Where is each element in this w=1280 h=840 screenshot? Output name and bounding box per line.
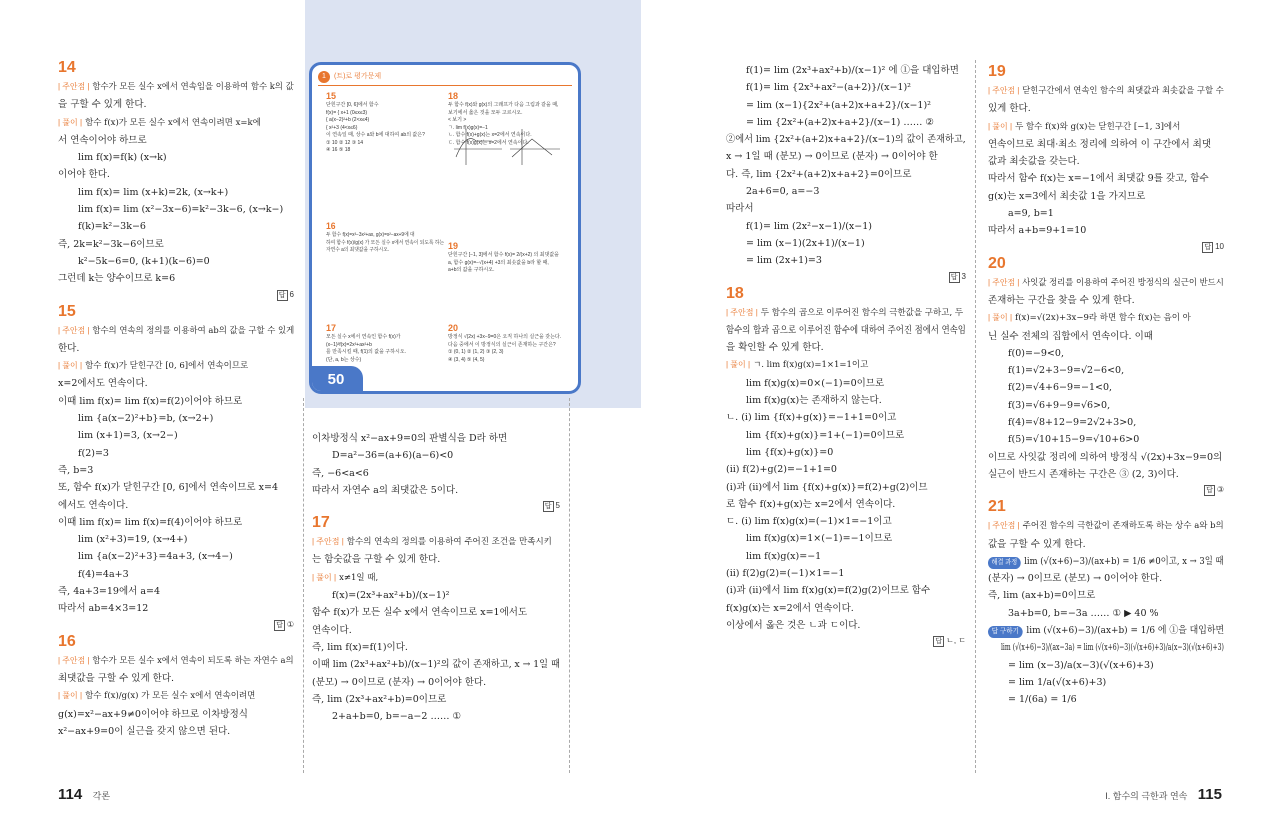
text-line: 값과 최솟값을 갖는다. — [988, 156, 1080, 168]
text-line: 한다. — [58, 342, 80, 354]
inset-problem-line: 를 만족시킬 때, f(1)의 값을 구하시오. — [326, 349, 407, 355]
line-text: x≠1일 때, — [339, 572, 379, 583]
text-line: 존재하는 구간을 찾을 수 있게 한다. — [988, 294, 1135, 306]
problem-number: 17 — [312, 514, 330, 532]
text-line: x=2에서도 연속이다. — [58, 378, 148, 390]
section-tag: | 주안점 | — [58, 82, 90, 91]
tagged-line — [58, 78, 294, 96]
textbook-inset — [309, 62, 581, 394]
text-line: 그런데 k는 양수이므로 k=6 — [58, 273, 176, 285]
text-line: 이어야 한다. — [58, 169, 110, 181]
section-tag: | 풀이 | — [726, 360, 751, 370]
text-line: ②에서 lim {2x²+(a+2)x+a+2}/(x−1)의 값이 존재하고, — [726, 134, 966, 146]
inset-problem-line: 닫힌구간 [0, 6]에서 함수 — [326, 102, 379, 108]
text-line: x → 1일 때 (분모) → 0이므로 (분자) → 0이어야 한 — [726, 151, 938, 163]
line-text: 주어진 함수의 극한값이 존재하도록 하는 상수 a와 b의 — [1022, 521, 1224, 532]
math-line: lim f(x)g(x)=1×(−1)=−1이므로 — [746, 533, 893, 545]
math-line: f(3)=√6+9−9=√6>0, — [1008, 399, 1111, 411]
inset-problem — [326, 91, 425, 155]
text-line: 있게 한다. — [988, 103, 1031, 115]
inset-problem-line: ① (0, 1) ② (1, 2) ③ (2, 3) — [448, 349, 504, 355]
inset-problem-line: f(x)= { x+1 (0≤x≤3) — [326, 109, 368, 116]
section-tag: | 주안점 | — [312, 537, 344, 547]
text-line: (i)과 (ii)에서 lim f(x)g(x)=f(2)g(2)이므로 함수 — [726, 585, 931, 597]
text-line: 서 연속이어야 하므로 — [58, 134, 147, 146]
inset-title: (트)로 평가문제 — [334, 73, 382, 80]
inset-problem-line: 닫힌구간 [−1, 3]에서 함수 f(x)= 2/(x+2) 의 최댓값을 — [448, 252, 560, 258]
math-line: f(1)=√2+3−9=√2−6<0, — [1008, 365, 1125, 377]
text-line: 이때 lim f(x)= lim f(x)=f(2)이어야 하므로 — [58, 395, 243, 407]
math-line: k²−5k−6=0, (k+1)(k−6)=0 — [78, 255, 210, 267]
tagged-line — [58, 687, 294, 705]
math-line: f(2)=√4+6−9=−1<0, — [1008, 382, 1113, 394]
tagged-line — [988, 274, 1224, 292]
section-tag: | 풀이 | — [312, 572, 337, 582]
inset-problem-line: { a(x−2)²+b (2<x≤4) — [326, 117, 370, 123]
text-line: 따라서 함수 f(x)는 x=−1에서 최댓값 9를 갖고, 함수 — [988, 173, 1209, 185]
line-text: 함수의 연속의 정의를 이용하여 ab의 값을 구할 수 있게 — [92, 325, 295, 336]
text-line: 이상에서 옳은 것은 ㄴ과 ㄷ이다. — [726, 619, 861, 631]
left-column-2 — [312, 430, 560, 725]
line-text: 함수가 모든 실수 x에서 연속이 되도록 하는 자연수 a의 — [92, 655, 294, 666]
math-line: a=9, b=1 — [1008, 208, 1054, 220]
text-line: 값을 구할 수 있게 한다. — [988, 538, 1086, 550]
line-text: 함수의 연속의 정의를 이용하여 주어진 조건을 만족시키 — [346, 537, 552, 548]
section-tag: | 주안점 | — [988, 86, 1020, 95]
line-text: 사잇값 정리를 이용하여 주어진 방정식의 실근이 반드시 — [1022, 277, 1224, 288]
inset-problem-line: < 보기 > — [448, 117, 467, 123]
math-line: f(5)=√10+15−9=√10+6>0 — [1008, 434, 1140, 446]
footer-label-left: 각론 — [92, 791, 111, 801]
inset-problem-line: 이 연속일 때, 상수 a와 b에 대하여 ab의 값은? — [326, 132, 425, 138]
section-tag: | 풀이 | — [988, 313, 1013, 323]
inset-problem-line: 방정식 √(2x) +3x−9=0은 오직 하나의 실근을 갖는다. — [448, 334, 562, 340]
section-tag: | 주안점 | — [726, 307, 758, 317]
math-line: lim f(x)g(x)=−1 — [746, 550, 822, 562]
step-badge: 답 구하기 — [988, 626, 1023, 638]
text-line: ㄴ. (i) lim {f(x)+g(x)}=−1+1=0이고 — [726, 412, 897, 424]
math-line: f(0)=−9<0, — [1008, 347, 1064, 359]
inset-problem — [448, 241, 559, 275]
text-line: 즉, lim f(x)=f(1)이다. — [312, 641, 408, 653]
text-line: x²−ax+9=0이 실근을 갖지 않으면 된다. — [58, 725, 231, 737]
math-line: = lim {2x²+(a+2)x+a+2}/(x−1) …… ② — [746, 116, 934, 128]
math-line: lim {a(x−2)²+3}=4a+3, (x→4−) — [78, 551, 233, 563]
problem-number: 16 — [58, 632, 76, 650]
inset-problem-number: 15 — [326, 91, 337, 101]
math-line: f(4)=4a+3 — [78, 568, 129, 580]
answer-mark — [988, 240, 1224, 254]
math-line: lim f(x)= lim (x+k)=2k, (x→k+) — [78, 186, 229, 198]
text-line: 을 구할 수 있게 한다. — [58, 99, 147, 111]
answer-text: 6 — [289, 289, 294, 299]
inset-problem-line: 다음 중에서 이 방정식의 실근이 존재하는 구간은? — [448, 341, 556, 348]
inset-problem — [326, 221, 444, 255]
inset-badge: 1 — [318, 71, 330, 83]
text-line: 닌 실수 전체의 집합에서 연속이다. 이때 — [988, 330, 1153, 342]
line-text: 함수 f(x)가 모든 실수 x에서 연속이려면 x=k에 — [85, 117, 261, 128]
text-line: 즉, 4a+3=19에서 a=4 — [58, 586, 161, 598]
inset-problem-number: 19 — [448, 241, 459, 251]
column-divider — [569, 398, 570, 773]
text-line: 연속이므로 최대·최소 정리에 의하여 이 구간에서 최댓 — [988, 138, 1212, 150]
answer-box-icon: 답 — [1206, 487, 1213, 495]
tagged-line — [988, 118, 1224, 136]
math-line: f(1)= lim (2x³+ax²+b)/(x−1)² 에 ①을 대입하면 — [746, 65, 959, 76]
answer-mark — [312, 499, 560, 513]
text-line: 따라서 a+b=9+1=10 — [988, 225, 1087, 237]
math-line: = 1/(6a) = 1/6 — [1008, 694, 1077, 706]
inset-problem-line: 두 함수 f(x)=x³−3x²+ax, g(x)=x²−ax+9에 대 — [326, 232, 415, 238]
math-line: f(x)=(2x³+ax²+b)/(x−1)² — [332, 590, 450, 602]
math-line: = lim 1/a(√(x+6)+3) — [1008, 676, 1107, 688]
answer-text: ㄴ, ㄷ — [946, 636, 966, 646]
inset-problem-line: 자연수 a의 최댓값을 구하시오. — [326, 247, 390, 253]
left-column-1 — [58, 58, 294, 740]
problem-number: 18 — [726, 284, 744, 302]
math-line: = lim (x−1)(2x+1)/(x−1) — [746, 237, 865, 249]
text-line: (ii) f(2)g(2)=(−1)×1=−1 — [726, 568, 845, 580]
answer-text: ③ — [1216, 485, 1224, 495]
problem-number: 20 — [988, 254, 1006, 272]
section-tag: | 주안점 | — [58, 655, 90, 665]
tagged-line — [988, 517, 1223, 535]
line-text: 함수가 모든 실수 x에서 연속임을 이용하여 함수 k의 값 — [92, 82, 294, 92]
right-column-1 — [726, 62, 966, 648]
text-line: 최댓값을 구할 수 있게 한다. — [58, 672, 175, 684]
math-line: lim f(x)g(x)=0×(−1)=0이므로 — [746, 377, 885, 389]
answer-mark — [58, 288, 294, 302]
problem-number: 14 — [58, 59, 76, 76]
text-line: 이차방정식 x²−ax+9=0의 판별식을 D라 하면 — [312, 433, 508, 444]
text-line: (분자) → 0이므로 (분모) → 0이어야 한다. — [988, 573, 1163, 585]
math-line: f(1)= lim (2x²−x−1)/(x−1) — [746, 220, 872, 232]
line-text: lim (√(x+6)−3)/(ax+b) = 1/6 ≠0이고, x → 3일 때 — [1024, 555, 1224, 567]
inset-graph-icon — [452, 127, 562, 167]
inset-problem-line: ④ (3, 4) ⑤ (4, 5) — [448, 356, 485, 363]
text-line: 을 확인할 수 있게 한다. — [726, 342, 824, 354]
tagged-line — [58, 114, 294, 132]
inset-problem-number: 20 — [448, 323, 459, 333]
text-line: 다. 즉, lim {2x²+(a+2)x+a+2}=0이므로 — [726, 168, 912, 180]
math-line: lim f(x)= lim (x²−3x−6)=k²−3k−6, (x→k−) — [78, 204, 284, 216]
math-line: lim (x²+3)=19, (x→4+) — [78, 534, 188, 546]
line-text: 닫힌구간에서 연속인 함수의 최댓값과 최솟값을 구할 수 — [1022, 86, 1224, 96]
line-text: lim (√(x+6)−3)/(ax+b) = 1/6 에 ①을 대입하면 — [1026, 625, 1225, 637]
tagged-line — [312, 533, 560, 551]
text-line: 이때 lim (2x³+ax²+b)/(x−1)²의 값이 존재하고, x → 1일 때 — [312, 659, 560, 671]
text-line: 또, 함수 f(x)가 닫힌구간 [0, 6]에서 연속이므로 x=4 — [58, 482, 278, 494]
text-line: 이때 lim f(x)= lim f(x)=f(4)이어야 하므로 — [58, 516, 243, 528]
inset-problem-line: (x−1)²f(x)=2x³+ax²+b — [326, 341, 372, 348]
line-text: 함수 f(x)가 닫힌구간 [0, 6]에서 연속이므로 — [85, 361, 249, 372]
inset-problem-number: 16 — [326, 221, 336, 231]
text-line: (i)과 (ii)에서 lim {f(x)+g(x)}=f(2)+g(2)이므 — [726, 481, 928, 493]
text-line: 따라서 ab=4×3=12 — [58, 603, 149, 615]
inset-problem-line: ④ 16 ⑤ 18 — [326, 147, 351, 153]
math-line: f(4)=√8+12−9=2√2+3>0, — [1008, 417, 1137, 429]
text-line: 즉, 2k=k²−3k−6이므로 — [58, 238, 164, 250]
answer-box-icon: 답 — [278, 291, 286, 299]
inset-page-number: 50 — [309, 366, 363, 394]
text-line: 로 함수 f(x)+g(x)는 x=2에서 연속이다. — [726, 498, 896, 510]
text-line: f(x)g(x)는 x=2에서 연속이다. — [726, 602, 854, 614]
text-line: 함수 f(x)가 모든 실수 x에서 연속이므로 x=1에서도 — [312, 607, 528, 619]
tagged-line — [726, 356, 966, 374]
answer-text: 3 — [961, 271, 966, 281]
tagged-line — [58, 357, 294, 375]
tagged-line — [726, 304, 966, 322]
math-line: = lim (x−1){2x²+(a+2)x+a+2}/(x−1)² — [746, 99, 931, 111]
math-line: 3a+b=0, b=−3a …… ① ▶ 40 % — [1008, 607, 1159, 619]
inset-problem-line: 두 함수 f(x)와 g(x)의 그래프가 다음 그림과 같을 때, — [448, 102, 559, 108]
inset-problem-line: ㄴ. 함수 f(x)+g(x)는 x=2에서 연속이다. — [448, 132, 532, 138]
text-line: 따라서 자연수 a의 최댓값은 5이다. — [312, 484, 459, 496]
text-line: (ii) f(2)+g(2)=−1+1=0 — [726, 464, 837, 476]
math-line: lim (x+1)=3, (x→2−) — [78, 430, 178, 442]
math-line: lim f(x)g(x)는 존재하지 않는다. — [746, 395, 882, 407]
text-line: 는 함숫값을 구할 수 있게 한다. — [312, 554, 441, 566]
math-line: lim {f(x)+g(x)}=0 — [746, 446, 834, 458]
text-line: g(x)는 x=3에서 최솟값 1을 가지므로 — [988, 190, 1146, 202]
math-line: D=a²−36=(a+6)(a−6)<0 — [332, 450, 454, 462]
answer-box-icon: 답 — [1204, 243, 1212, 251]
tagged-line — [58, 322, 295, 340]
math-line: 2+a+b=0, b=−a−2 …… ① — [332, 711, 461, 723]
answer-box-icon: 답 — [544, 503, 552, 511]
answer-mark — [58, 618, 294, 632]
line-text: f(x)=√(2x)+3x−9라 하면 함수 f(x)는 음이 아 — [1015, 313, 1191, 324]
inset-problem-number: 18 — [448, 91, 459, 101]
math-line: lim (√(x+6)−3)/(ax−3a) = lim (√(x+6)−3)(√(x+6)+3)/a(x−3)(√(x+6)+3) — [1000, 642, 1224, 654]
inset-problem-line: ㄱ. lim f(x)g(x)=−1 — [448, 124, 488, 131]
answer-text: 10 — [1215, 241, 1224, 251]
section-tag: | 주안점 | — [988, 521, 1020, 531]
answer-box-icon: 답 — [935, 638, 943, 646]
tagged-line — [312, 569, 560, 587]
column-divider — [975, 60, 976, 773]
section-tag: | 주안점 | — [988, 277, 1020, 287]
text-line: 즉, −6<a<6 — [312, 467, 369, 479]
text-line: g(x)=x²−ax+9≠0이어야 하므로 이차방정식 — [58, 708, 248, 720]
answer-box-icon: 답 — [276, 621, 283, 629]
text-line: 즉, b=3 — [58, 464, 94, 476]
math-line: = lim (2x+1)=3 — [746, 255, 822, 267]
inset-header — [318, 71, 572, 86]
page-number-right: 115 — [1197, 786, 1222, 803]
inset-problem-line: ① 10 ② 12 ③ 14 — [326, 139, 364, 146]
text-line: 에서도 연속이다. — [58, 499, 129, 511]
section-tag: | 풀이 | — [58, 117, 83, 127]
line-text: 함수 f(x)/g(x) 가 모든 실수 x에서 연속이려면 — [85, 691, 256, 702]
section-tag: | 주안점 | — [58, 325, 90, 335]
line-text: 두 함수의 곱으로 이루어진 함수의 극한값을 구하고, 두 — [760, 307, 964, 318]
problem-number: 21 — [988, 498, 1006, 516]
math-line: lim {a(x−2)²+b}=b, (x→2+) — [78, 413, 214, 425]
section-tag: | 풀이 | — [58, 691, 83, 701]
text-line: 따라서 — [726, 203, 754, 215]
inset-problem-line: ㄷ. 함수 f(x)g(x)는 x=2에서 연속이다. — [448, 139, 529, 146]
step-badge: 해결 과정 — [988, 557, 1021, 569]
inset-problem-line: a, 함수 g(x)=−√(x+4) +3의 최솟값을 b라 할 때, — [448, 259, 549, 266]
text-line: ㄷ. (i) lim f(x)g(x)=(−1)×1=−1이고 — [726, 516, 892, 528]
section-tag: | 풀이 | — [988, 121, 1013, 131]
inset-problem-line: 모든 실수 x에서 연속인 함수 f(x)가 — [326, 334, 401, 340]
answer-mark — [726, 270, 966, 284]
math-line: f(2)=3 — [78, 447, 109, 459]
math-line: f(1)= lim {2x³+ax²−(a+2)}/(x−1)² — [746, 82, 911, 94]
text-line: 즉, lim (ax+b)=0이므로 — [988, 590, 1096, 602]
step-line — [988, 553, 1224, 570]
inset-problem — [326, 323, 406, 364]
math-line: lim f(x)=f(k) (x→k) — [78, 152, 167, 164]
text-line: 이므로 사잇값 정리에 의하여 방정식 √(2x)+3x−9=0의 — [988, 451, 1223, 463]
footer-chapter-right: I. 함수의 극한과 연속 — [1105, 791, 1188, 801]
answer-mark — [726, 634, 966, 648]
text-line: 즉, lim (2x³+ax²+b)=0이므로 — [312, 693, 447, 705]
line-text: 두 함수 f(x)와 g(x)는 닫힌구간 [−1, 3]에서 — [1015, 121, 1181, 132]
step-line — [988, 622, 1225, 639]
tagged-line — [988, 82, 1224, 100]
text-line: 실근이 반드시 존재하는 구간은 ③ (2, 3)이다. — [988, 468, 1179, 480]
right-column-2 — [988, 62, 1224, 709]
line-text: ㄱ. lim f(x)g(x)=1×1=1이고 — [753, 360, 869, 371]
section-tag: | 풀이 | — [58, 361, 83, 371]
text-line: 연속이다. — [312, 624, 352, 636]
math-line: f(k)=k²−3k−6 — [78, 221, 146, 233]
answer-text: ① — [286, 619, 294, 629]
problem-number: 15 — [58, 302, 76, 320]
answer-text: 5 — [555, 501, 560, 511]
inset-problem-line: 하여 함수 f(x)/g(x) 가 모든 실수 x에서 연속이 되도록 하는 — [326, 239, 445, 246]
tagged-line — [58, 652, 294, 670]
answer-mark — [988, 483, 1224, 497]
problem-number: 19 — [988, 63, 1006, 80]
text-line: 함수의 합과 곱으로 이루어진 함수에 대하여 주어진 점에서 연속임 — [726, 324, 966, 336]
math-line: lim {f(x)+g(x)}=1+(−1)=0이므로 — [746, 429, 905, 441]
left-footer — [58, 786, 110, 804]
page-number-left: 114 — [58, 786, 83, 803]
inset-problem-line: 보기에서 옳은 것을 모두 고르시오. — [448, 109, 523, 116]
math-line: 2a+6=0, a=−3 — [746, 186, 820, 198]
inset-problem-line: a+b의 값을 구하시오. — [448, 267, 495, 273]
inset-problem-number: 17 — [326, 323, 337, 333]
right-footer — [1000, 786, 1222, 804]
tagged-line — [988, 309, 1224, 327]
inset-problem — [448, 323, 561, 364]
text-line: (분모) → 0이므로 (분자) → 0이어야 한다. — [312, 676, 487, 688]
math-line: = lim (x−3)/a(x−3)(√(x+6)+3) — [1008, 659, 1154, 671]
inset-problem-line: { x²+3 (4<x≤6) — [326, 124, 358, 131]
answer-box-icon: 답 — [950, 273, 958, 281]
inset-problem-line: (단, a, b는 상수) — [326, 356, 362, 363]
column-divider — [303, 398, 304, 773]
